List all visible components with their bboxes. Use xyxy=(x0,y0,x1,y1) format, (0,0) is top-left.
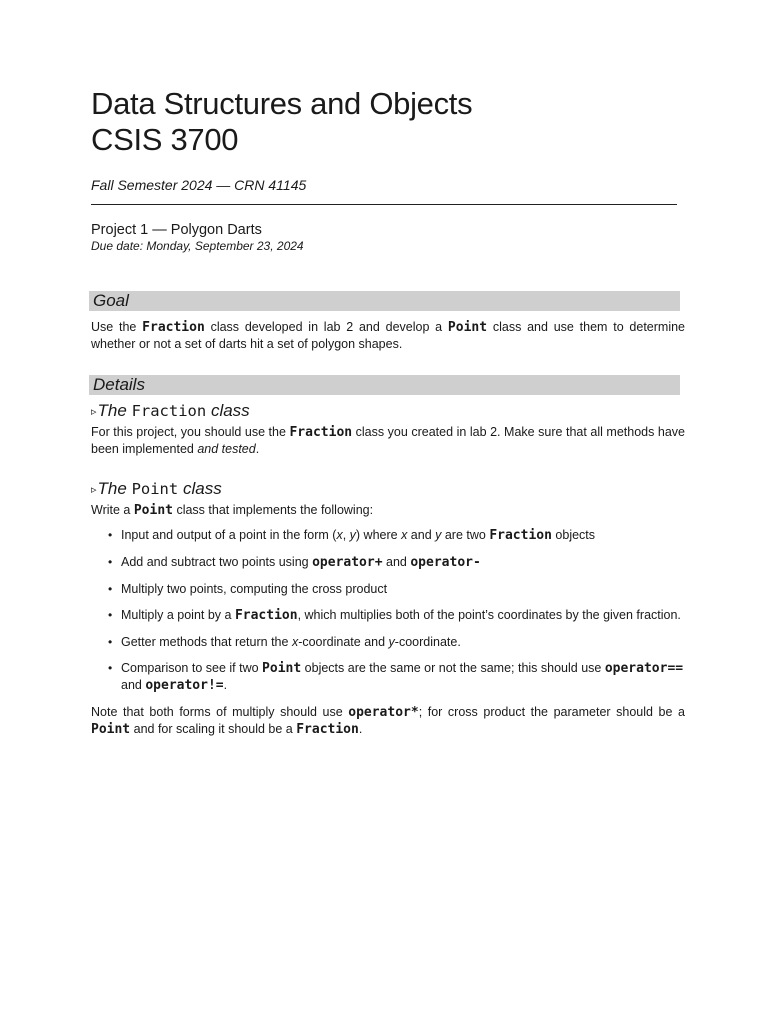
item-text: Comparison to see if two xyxy=(121,661,263,675)
note-text: ; for cross product the parameter should be a xyxy=(418,705,685,719)
point-intro-code: Point xyxy=(133,503,173,518)
point-sub-code: Point xyxy=(131,480,179,498)
list-item xyxy=(91,634,685,650)
due-date: Due date: Monday, September 23, 2024 xyxy=(91,239,304,253)
bullet-icon: • xyxy=(108,555,113,569)
item-text: ( xyxy=(332,528,337,542)
fraction-sub-post: class xyxy=(206,401,250,420)
fraction-sub-code: Fraction xyxy=(131,402,207,420)
list-item xyxy=(91,527,685,544)
item-text: where xyxy=(360,528,402,542)
list-item xyxy=(91,607,685,624)
triangle-marker-icon: ▹ xyxy=(91,484,97,496)
item-text: ) xyxy=(355,528,361,542)
semester-line: Fall Semester 2024 — CRN 41145 xyxy=(91,177,307,193)
item-text: , which multiplies both of the point’s coordinates by the given fraction. xyxy=(297,608,681,622)
note-text: Note that both forms of multiply should use xyxy=(91,705,349,719)
item-text: -coordinate and xyxy=(298,635,389,649)
goal-text-3: class and use them to determine whether or not a set of darts hit a set of polygon shapes. xyxy=(91,320,686,351)
goal-text-2: class developed in lab 2 and develop a xyxy=(204,320,448,334)
note-text: . xyxy=(358,722,363,736)
point-intro-2: class that implements the following: xyxy=(172,503,374,517)
goal-code-fraction: Fraction xyxy=(142,320,205,335)
note-text: and for scaling it should be a xyxy=(130,722,297,736)
fraction-paragraph xyxy=(91,424,685,457)
item-text: Getter methods that return the xyxy=(121,635,292,649)
item-code: Fraction xyxy=(489,528,552,543)
math-x: x xyxy=(336,528,343,542)
list-item xyxy=(91,581,685,597)
item-text: objects are the same or not the same; this should use xyxy=(301,661,605,675)
fraction-code: Fraction xyxy=(289,425,353,440)
item-code: Fraction xyxy=(234,608,298,623)
math-x: x xyxy=(291,635,299,649)
item-text: . xyxy=(223,678,228,692)
fraction-text-3: . xyxy=(255,442,260,456)
fraction-sub-pre: The xyxy=(97,401,132,420)
note-code: operator* xyxy=(348,705,419,720)
item-text: Input and output of a point in the form xyxy=(121,528,333,542)
item-text: are two xyxy=(441,528,490,542)
item-text: , xyxy=(342,528,350,542)
fraction-class-subheading xyxy=(91,401,685,422)
item-text: and xyxy=(121,678,146,692)
list-item xyxy=(91,660,685,694)
goal-paragraph xyxy=(91,319,685,352)
item-text: and xyxy=(382,555,411,569)
item-text: Multiply two points, computing the cross product xyxy=(121,582,388,596)
math-x: x xyxy=(401,528,408,542)
point-intro xyxy=(91,502,685,519)
fraction-emphasis: and tested xyxy=(197,442,256,456)
item-code: operator!= xyxy=(145,678,224,693)
point-intro-1: Write a xyxy=(91,503,134,517)
bullet-icon: • xyxy=(108,528,113,542)
item-text: Add and subtract two points using xyxy=(121,555,313,569)
item-text: objects xyxy=(551,528,596,542)
note-code: Point xyxy=(91,722,131,737)
item-code: operator+ xyxy=(312,555,383,570)
requirements-list xyxy=(91,527,685,694)
note-code: Fraction xyxy=(296,722,359,737)
math-y: y xyxy=(349,528,356,542)
fraction-text-2: class you created in lab 2. Make sure that all methods have been implemented xyxy=(91,425,686,456)
list-item xyxy=(91,554,685,571)
document-page xyxy=(91,86,685,738)
course-title-line1: Data Structures and Objects xyxy=(91,86,473,121)
item-text: Multiply a point by a xyxy=(121,608,235,622)
fraction-text-1: For this project, you should use the xyxy=(91,425,290,439)
header-divider xyxy=(91,204,677,205)
course-title xyxy=(91,86,685,158)
bullet-icon: • xyxy=(108,661,113,675)
project-title: Project 1 — Polygon Darts xyxy=(91,222,262,238)
point-class-subheading xyxy=(91,479,685,500)
bullet-icon: • xyxy=(108,635,113,649)
math-y: y xyxy=(388,635,395,649)
goal-text-1: Use the xyxy=(91,320,143,334)
item-code: operator- xyxy=(410,555,481,570)
point-sub-post: class xyxy=(178,479,222,498)
point-sub-pre: The xyxy=(97,479,132,498)
triangle-marker-icon: ▹ xyxy=(91,406,97,418)
item-code: operator== xyxy=(604,661,684,676)
item-text: -coordinate. xyxy=(394,635,461,649)
goal-heading: Goal xyxy=(89,291,680,311)
course-title-line2: CSIS 3700 xyxy=(91,122,239,157)
bullet-icon: • xyxy=(108,608,113,622)
goal-code-point: Point xyxy=(447,320,488,335)
math-y: y xyxy=(435,528,442,542)
multiply-note xyxy=(91,704,685,738)
item-text: and xyxy=(407,528,436,542)
item-code: Point xyxy=(262,661,302,676)
bullet-icon: • xyxy=(108,582,113,596)
details-heading: Details xyxy=(89,375,680,395)
